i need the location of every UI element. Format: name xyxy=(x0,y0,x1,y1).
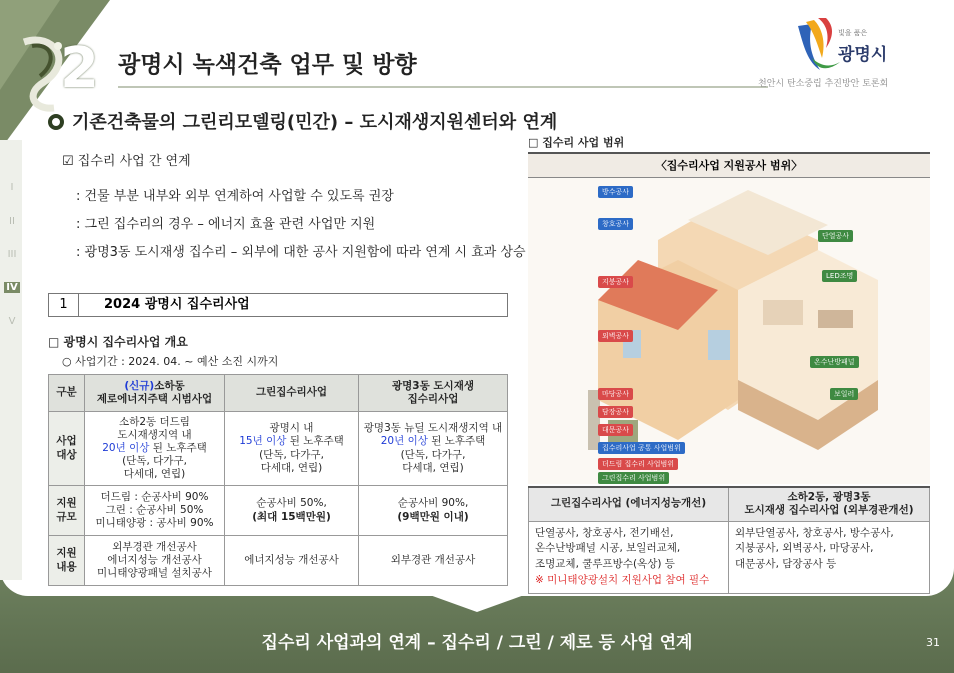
logo-tagline: 빛을 품은 xyxy=(838,29,868,37)
table-row-target-head: 사업 대상 xyxy=(49,412,85,486)
overview-title: □ 광명시 집수리사업 개요 xyxy=(48,335,188,349)
event-subtitle: 천안시 탄소중립 추진방안 토론회 xyxy=(758,79,889,89)
section-box-number: 1 xyxy=(49,294,79,316)
footer-summary: 집수리 사업과의 연계 – 집수리 / 그린 / 제로 등 사업 연계 xyxy=(261,633,693,653)
nav-item-3[interactable]: III xyxy=(7,249,17,260)
table-cell: 외부경관 개선공사 xyxy=(359,536,508,586)
scope-table-header-green: 그린집수리사업 (에너지성능개선) xyxy=(529,487,729,521)
scope-table xyxy=(528,486,930,594)
legend-common: 집수리사업 공통 사업범위 xyxy=(598,442,685,454)
bullet-ring-icon xyxy=(48,114,64,130)
bullet-3: : 광명3동 도시재생 집수리 – 외부에 대한 공사 지원함에 따라 연계 시 효과 상승 xyxy=(76,245,526,260)
label-exterior: 외벽공사 xyxy=(598,330,633,342)
checkbox-icon: ☑ xyxy=(62,154,74,169)
page-number: 31 xyxy=(926,636,940,649)
table-header-urban: 광명3동 도시재생 집수리사업 xyxy=(359,375,508,412)
table-header-category: 구분 xyxy=(49,375,85,412)
table-row-content-head: 지원 내용 xyxy=(49,536,85,586)
section-box-label: 2024 광명시 집수리사업 xyxy=(104,297,250,312)
table-cell: 소하2동 더드림 도시재생지역 내 20년 이상 된 노후주택 (단독, 다가구, 다세대, 연립) xyxy=(85,412,225,486)
scope-table-header-urban: 소하2동, 광명3동 도시재생 집수리사업 (외부경관개선) xyxy=(729,487,930,521)
nav-item-4[interactable]: IV xyxy=(4,282,20,293)
page-title: 광명시 녹색건축 업무 및 방향 xyxy=(118,52,417,78)
house-cutaway-icon xyxy=(528,180,930,484)
label-roof: 지붕공사 xyxy=(598,276,633,288)
label-gate: 대문공사 xyxy=(598,424,633,436)
down-arrow-icon xyxy=(427,594,527,612)
program-table xyxy=(48,374,508,586)
label-yard: 마당공사 xyxy=(598,388,633,400)
table-header-zero-energy: (신규)소하동 제로에너지주택 시범사업 xyxy=(85,375,225,412)
label-boiler: 보일러 xyxy=(830,388,858,400)
title-divider xyxy=(118,86,768,88)
label-waterproof: 방수공사 xyxy=(598,186,633,198)
link-heading: ☑ 집수리 사업 간 연계 xyxy=(62,154,191,169)
overview-period: ○ 사업기간 : 2024. 04. ~ 예산 소진 시까지 xyxy=(62,355,279,368)
scope-table-cell-green: 단열공사, 창호공사, 전기배선, 온수난방패널 시공, 보일러교체, 조명교체, 쿨루프방수(옥상) 등 ※ 미니태양광설치 지원사업 참여 필수 xyxy=(529,521,729,593)
table-cell: 외부경관 개선공사 에너지성능 개선공사 미니태양광패널 설치공사 xyxy=(85,536,225,586)
table-header-green: 그린집수리사업 xyxy=(225,375,359,412)
table-cell: 순공사비 50%, (최대 15백만원) xyxy=(225,486,359,536)
nav-item-5[interactable]: V xyxy=(8,316,16,327)
scope-table-cell-urban: 외부단열공사, 창호공사, 방수공사, 지붕공사, 외벽공사, 마당공사, 대문공사, 담장공사 등 xyxy=(729,521,930,593)
nav-strip xyxy=(0,140,22,580)
nav-item-2[interactable]: II xyxy=(9,216,15,227)
table-row-scale-head: 지원 규모 xyxy=(49,486,85,536)
scope-head: 〈집수리사업 지원공사 범위〉 xyxy=(528,152,930,178)
table-cell: 광명시 내 15년 이상 된 노후주택 (단독, 다가구, 다세대, 연립) xyxy=(225,412,359,486)
table-cell: 더드림 : 순공사비 90% 그린 : 순공사비 50% 미니태양광 : 공사비 90% xyxy=(85,486,225,536)
label-insulation: 단열공사 xyxy=(818,230,853,242)
bullet-1: : 건물 부분 내부와 외부 연계하여 사업할 수 있도록 권장 xyxy=(76,189,394,204)
bullet-2: : 그린 집수리의 경우 – 에너지 효율 관련 사업만 지원 xyxy=(76,217,376,232)
section-box xyxy=(48,293,508,317)
label-window: 창호공사 xyxy=(598,218,633,230)
label-floorheat: 온수난방패널 xyxy=(810,356,859,368)
table-cell: 순공사비 90%, (9백만원 이내) xyxy=(359,486,508,536)
legend-dedream: 더드림 집수리 사업범위 xyxy=(598,458,678,470)
table-cell: 광명3동 뉴딜 도시재생지역 내 20년 이상 된 노후주택 (단독, 다가구, 다세대, 연립) xyxy=(359,412,508,486)
nav-item-1[interactable]: I xyxy=(10,182,14,193)
label-fence: 담장공사 xyxy=(598,406,633,418)
section-number: 2 xyxy=(60,36,99,101)
label-led: LED조명 xyxy=(822,270,857,282)
logo-name: 광명시 xyxy=(838,45,888,65)
section-subheading: 기존건축물의 그린리모델링(민간) – 도시재생지원센터와 연계 xyxy=(48,108,557,134)
scope-title: □ 집수리 사업 범위 xyxy=(528,136,625,149)
scope-illustration xyxy=(528,152,930,484)
legend-green: 그린집수리 사업범위 xyxy=(598,472,669,484)
table-cell: 에너지성능 개선공사 xyxy=(225,536,359,586)
